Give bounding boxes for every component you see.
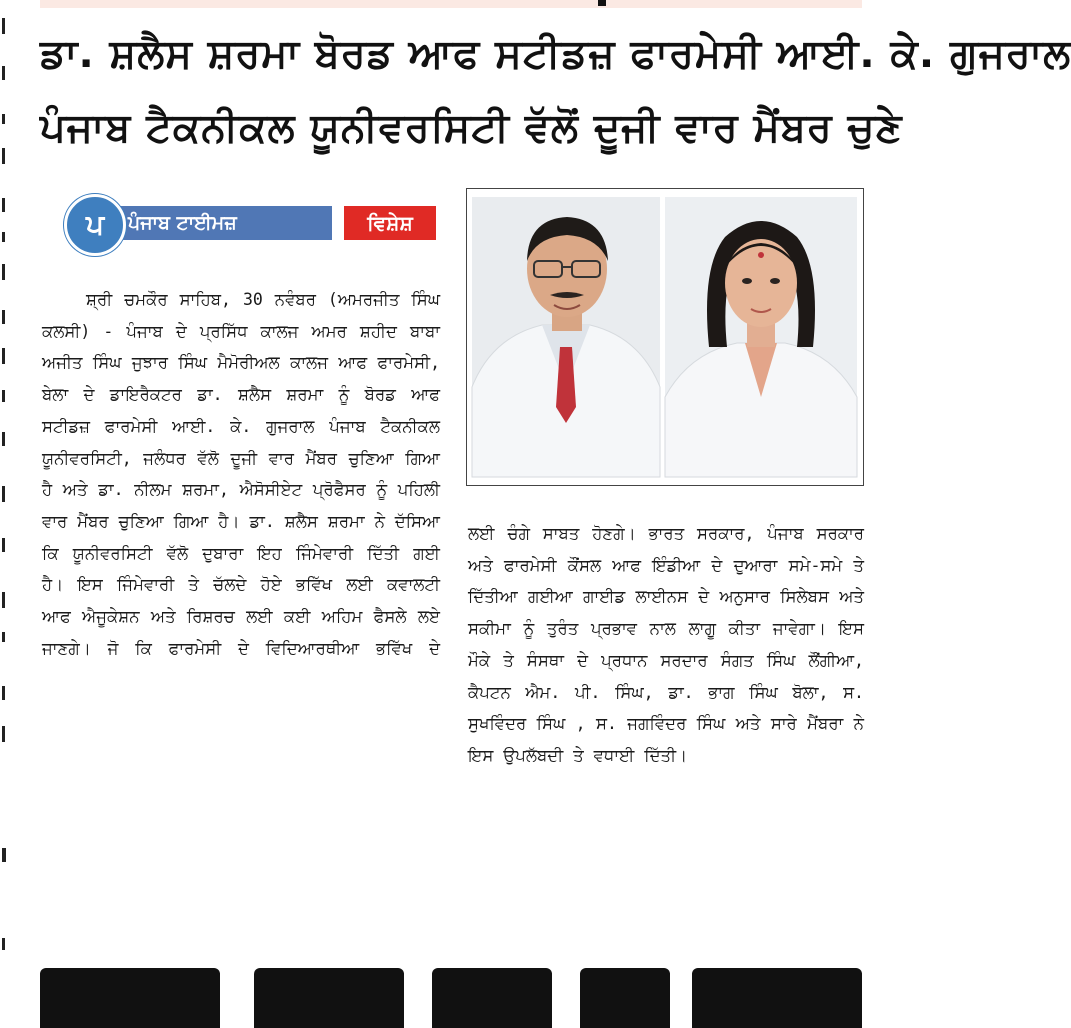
adjacent-column-edge [0,18,14,958]
article-body-left: ਸ਼੍ਰੀ ਚਮਕੌਰ ਸਾਹਿਬ, 30 ਨਵੰਬਰ (ਅਮਰਜੀਤ ਸਿੰਘ ਕਲਸੀ) - ਪੰਜਾਬ ਦੇ ਪ੍ਰਸਿੱਧ ਕਾਲਜ ਅਮਰ ਸ਼ਹੀਦ ਬਾਬਾ ਅਜੀਤ ਸਿੰਘ ਜੁਝਾਰ ਸਿੰਘ ਮੈਮੋਰੀਅਲ ਕਾਲਜ ਆਫ ਫਾਰਮੇਸੀ, ਬੇਲਾ ਦੇ ਡਾਇਰੈਕਟਰ ਡਾ. ਸ਼ਲੈਸ ਸ਼ਰਮਾ ਨੂੰ ਬੋਰਡ ਆਫ ਸਟੀਡਜ਼ ਫਾਰਮੇਸੀ ਆਈ. ਕੇ. ਗੁਜਰਾਲ ਪੰਜਾਬ ਟੈਕਨੀਕਲ ਯੂਨੀਵਰਸਿਟੀ, ਜਲੰਧਰ ਵੱਲੋ ਦੂਜੀ ਵਾਰ ਮੈਂਬਰ ਚੁਣਿਆ ਗਿਆ ਹੈ ਅਤੇ ਡਾ. ਨੀਲਮ ਸ਼ਰਮਾ, ਐਸੋਸੀਏਟ ਪ੍ਰੋਫੈਸਰ ਨੂੰ ਪਹਿਲੀ ਵਾਰ ਮੈਂਬਰ ਚੁਣਿਆ ਗਿਆ ਹੈ। ਡਾ. ਸ਼ਲੈਸ ਸ਼ਰਮਾ ਨੇ ਦੱਸਿਆ ਕਿ ਯੂਨੀਵਰਸਿਟੀ ਵੱਲੋ ਦੁਬਾਰਾ ਇਹ ਜਿੰਮੇਵਾਰੀ ਦਿੱਤੀ ਗਈ ਹੈ। ਇਸ ਜਿੰਮੇਵਾਰੀ ਤੇ ਚੱਲਦੇ ਹੋਏ ਭਵਿੱਖ ਲਈ ਕਵਾਲਟੀ ਆਫ ਐਜੂਕੇਸ਼ਨ ਅਤੇ ਰਿਸ਼ਰਚ ਲਈ ਕਈ ਅਹਿਮ ਫੈਸਲੇ ਲਏ ਜਾਣਗੇ। ਜੋ ਕਿ ਫਾਰਮੇਸੀ ਦੇ ਵਿਦਿਆਰਥੀਆ ਭਵਿੱਖ ਦੇ [42,290,440,658]
circle-emblem-icon: ਪ [64,194,126,256]
previous-article-mark [598,0,606,6]
portrait-photo-woman [665,197,857,477]
portrait-photo-man [472,197,660,477]
photo-frame [466,188,864,486]
previous-article-band [40,0,862,8]
next-headline-cutoff [40,968,870,998]
article-body-right: ਲਈ ਚੰਗੇ ਸਾਬਤ ਹੋਣਗੇ। ਭਾਰਤ ਸਰਕਾਰ, ਪੰਜਾਬ ਸਰਕਾਰ ਅਤੇ ਫਾਰਮੇਸੀ ਕੌਂਸਲ ਆਫ ਇੰਡੀਆ ਦੇ ਦੁਆਰਾ ਸਮੇ-ਸਮੇ ਤੇ ਦਿੱਤੀਆ ਗਈਆ ਗਾਈਡ ਲਾਈਨਸ ਦੇ ਅਨੁਸਾਰ ਸਿਲੇਬਸ ਅਤੇ ਸਕੀਮਾ ਨੂੰ ਤੁਰੰਤ ਪ੍ਰਭਾਵ ਨਾਲ ਲਾਗੂ ਕੀਤਾ ਜਾਵੇਗਾ। ਇਸ ਮੌਕੇ ਤੇ ਸੰਸਥਾ ਦੇ ਪ੍ਰਧਾਨ ਸਰਦਾਰ ਸੰਗਤ ਸਿੰਘ ਲੌਂਗੀਆ, ਕੈਪਟਨ ਐਮ. ਪੀ. ਸਿੰਘ, ਡਾ. ਭਾਗ ਸਿੰਘ ਬੋਲਾ, ਸ. ਸੁਖਵਿੰਦਰ ਸਿੰਘ , ਸ. ਜਗਵਿੰਦਰ ਸਿੰਘ ਅਤੇ ਸਾਰੇ ਮੈਂਬਰਾ ਨੇ ਇਸ ਉਪਲੱਬਦੀ ਤੇ ਵਧਾਈ ਦਿੱਤੀ। [468,524,864,765]
publication-name: ਪੰਜਾਬ ਟਾਈਮਜ਼ [94,206,332,240]
headline-line-1: ਡਾ. ਸ਼ਲੈਸ ਸ਼ਰਮਾ ਬੋਰਡ ਆਫ ਸਟੀਡਜ਼ ਫਾਰਮੇਸੀ ਆਈ. ਕੇ. ਗੁਜਰਾਲ [40,31,1071,77]
publication-logo [54,201,332,245]
headline-line-2: ਪੰਜਾਬ ਟੈਕਨੀਕਲ ਯੂਨੀਵਰਸਿਟੀ ਵੱਲੋਂ ਦੂਜੀ ਵਾਰ ਮੈਂਬਰ ਚੁਣੇ [40,105,903,151]
section-label: ਵਿਸ਼ੇਸ਼ [344,206,436,240]
